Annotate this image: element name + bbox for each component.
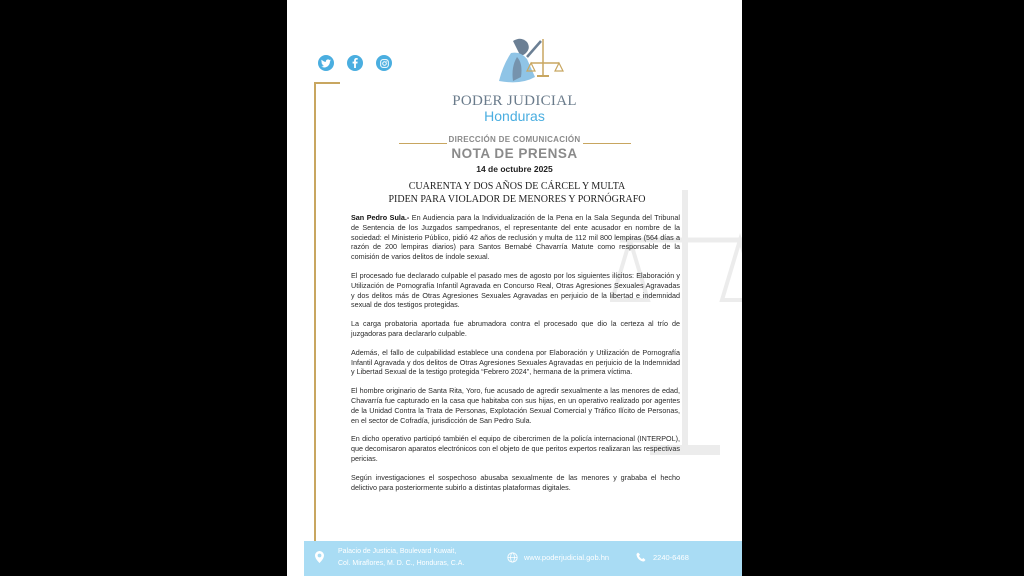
justice-logo <box>487 35 567 93</box>
twitter-icon[interactable] <box>318 55 334 71</box>
paragraph-5: El hombre originario de Santa Rita, Yoro, fue acusado de agredir sexualmente a las menores de edad, Chavarría fue capturado en la casa que habitaba con sus hijas, en un operativo realizado por agentes de la Unidad Contra la Trata de Personas, Explotación Sexual Comercial y Tráfico Ilícito de Personas, en el sector de Cofradía, jurisdicción de San Pedro Sula. <box>351 386 680 425</box>
article-body <box>351 213 680 501</box>
footer-bar <box>304 541 742 576</box>
brand-country: Honduras <box>484 108 545 124</box>
gold-frame-corner <box>314 82 340 84</box>
department-label: DIRECCIÓN DE COMUNICACIÓN <box>448 135 581 144</box>
footer-website-link[interactable]: www.poderjudicial.gob.hn <box>524 553 610 562</box>
paragraph-4: Además, el fallo de culpabilidad establece una condena por Elaboración y Utilización de Pornografía Infantil Agravada y dos delitos de Otras Agresiones Sexuales Agravadas en perjuicio de la Indemnidad y Libertad Sexual de la testigo protegida “Febrero 2024”, hermana de la primera víctima. <box>351 347 680 377</box>
address-line2: Col. Miraflores, M. D. C., Honduras, C.A. <box>338 560 465 567</box>
address-line1: Palacio de Justicia, Boulevard Kuwait, <box>338 548 457 555</box>
press-release-page <box>287 0 742 576</box>
footer-address <box>338 546 464 570</box>
paragraph-1-text: En Audiencia para la Individualización de la Pena en la Sala Segunda del Tribunal de Sentencia de los Juzgados sampedranos, el representante del ente acusador en nombre de la sociedad: el Ministerio Público, pidió 42 años de reclusión y multa de 112 mil 800 lempiras (564 días a razón de 200 lempiras diarios) para Santos Bernabé Chavarría Matute como responsable de la comisión de varios delitos de índole sexual. <box>351 213 680 262</box>
facebook-icon[interactable] <box>347 55 363 71</box>
location-pin-icon <box>315 551 324 563</box>
brand-name: PODER JUDICIAL <box>452 93 577 109</box>
doc-date: 14 de octubre 2025 <box>476 164 553 174</box>
paragraph-3: La carga probatoria aportada fue abrumadora contra el procesado que dio la certeza al trío de juzgadoras para declararlo culpable. <box>351 319 680 338</box>
paragraph-2: El procesado fue declarado culpable el pasado mes de agosto por los siguientes ilícitos: Elaboración y Utilización de Pornografía Infantil Agravada en Concurso Real, Otras Agresiones Sexuales Agravadas y dos delitos más de Otras Agresiones Sexuales Agravadas en perjuicio de la libertad e indemnidad sexual de dos testigos protegidas. <box>351 270 680 310</box>
doc-type-title: NOTA DE PRENSA <box>451 146 578 161</box>
phone-icon <box>636 552 646 562</box>
footer-phone: 2240-6468 <box>653 553 689 562</box>
paragraph-1 <box>351 213 680 262</box>
globe-icon <box>507 552 518 563</box>
instagram-icon[interactable] <box>376 55 392 71</box>
headline-line1: CUARENTA Y DOS AÑOS DE CÁRCEL Y MULTA <box>408 181 626 192</box>
paragraph-6: En dicho operativo participó también el equipo de cibercrimen de la policía internacional (INTERPOL), que decomisaron aparatos electrónicos con el objeto de que peritos expertos realizaran las respectivas pericias. <box>351 434 680 463</box>
gold-rule-right <box>583 143 631 144</box>
social-icons <box>318 55 392 71</box>
headline-line2: PIDEN PARA VIOLADOR DE MENORES Y PORNÓGRAFO <box>388 193 646 205</box>
dateline: San Pedro Sula.- <box>351 213 410 222</box>
paragraph-7: Según investigaciones el sospechoso abusaba sexualmente de las menores y grababa el hecho delictivo para posteriormente subirlo a distintas plataformas digitales. <box>351 472 680 492</box>
